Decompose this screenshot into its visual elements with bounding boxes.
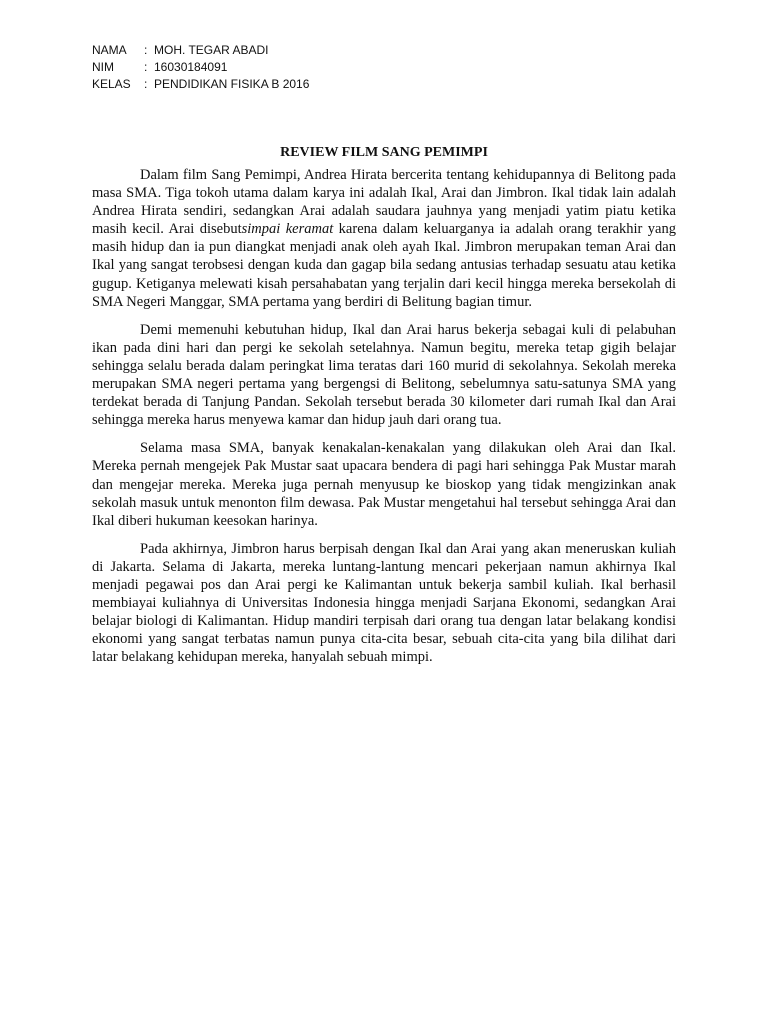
kelas-label: KELAS	[92, 77, 131, 91]
nama-value: MOH. TEGAR ABADI	[154, 43, 269, 57]
paragraph-4: Pada akhirnya, Jimbron harus berpisah dengan Ikal dan Arai yang akan meneruskan kuliah di Jakarta. Selama di Jakarta, mereka luntang-lantung mencari pekerjaan namun akhirnya Ikal menjadi pegawai pos dan Arai pergi ke Kalimantan untuk bekerja sambil kuliah. Ikal berhasil membiayai kuliahnya di Universitas Indonesia hingga menjadi Sarjana Ekonomi, sedangkan Arai belajar biologi di Kalimantan. Hidup mandiri terpisah dari orang tua dengan latar belakang kondisi ekonomi yang sangat terbatas namun punya cita-cita besar, sebuah cita-cita yang bila dilihat dari latar belakang kehidupan mereka, hanyalah sebuah mimpi.	[92, 540, 676, 666]
paragraph-2: Demi memenuhi kebutuhan hidup, Ikal dan Arai harus bekerja sebagai kuli di pelabuhan ikan pada dini hari dan pergi ke sekolah setelahnya. Namun begitu, mereka tetap gigih belajar sehingga selalu berada dalam peringkat lima teratas dari 160 murid di sekolahnya. Sekolah mereka merupakan SMA negeri pertama yang bergengsi di Belitong, sebelumnya satu-satunya SMA yang terdekat berada di Tanjung Pandan. Sekolah tersebut berada 30 kilometer dari rumah Ikal dan Arai sehingga mereka harus menyewa kamar dan hidup jauh dari orang tua.	[92, 321, 676, 429]
nim-separator: :	[144, 60, 148, 74]
nim-value: 16030184091	[154, 60, 228, 74]
student-identity-block	[92, 42, 309, 93]
identity-row-kelas	[92, 76, 309, 93]
identity-row-nama	[92, 42, 309, 59]
kelas-value: PENDIDIKAN FISIKA B 2016	[154, 77, 310, 91]
nama-label: NAMA	[92, 43, 127, 57]
paragraph-3: Selama masa SMA, banyak kenakalan-kenakalan yang dilakukan oleh Arai dan Ikal. Mereka pernah mengejek Pak Mustar saat upacara bendera di pagi hari sehingga Pak Mustar marah dan mengejar mereka. Mereka juga pernah menyusup ke bioskop yang tidak mengizinkan anak sekolah masuk untuk menonton film dewasa. Pak Mustar mengetahui hal tersebut sehingga Arai dan Ikal diberi hukuman keesokan harinya.	[92, 440, 676, 529]
review-body	[92, 166, 676, 676]
identity-row-nim	[92, 59, 309, 76]
nama-separator: :	[144, 43, 148, 57]
paragraph-1-part-b: karena dalam keluarganya ia adalah orang terakhir yang masih hidup dan ia pun diangkat menjadi anak oleh ayah Ikal. Jimbron merupakan teman Arai dan Ikal yang sangat terobsesi dengan kuda dan gagap bila sedang antusias terhadap sesuatu atau ketika gugup. Ketiganya melewati kisah persahabatan yang terjalin dari kecil hingga mereka bersekolah di SMA Negeri Manggar, SMA pertama yang berdiri di Belitung bagian timur.	[92, 221, 676, 310]
paragraph-1-part-a: Dalam film Sang Pemimpi, Andrea Hirata bercerita tentang kehidupannya di Belitong pada masa SMA. Tiga tokoh utama dalam karya ini adalah Ikal, Arai dan Jimbron. Ikal tidak lain adalah Andrea Hirata sendiri, sedangkan Arai adalah saudara jauhnya yang menjadi yatim piatu ketika masih kecil. Arai disebut	[92, 167, 676, 238]
paragraph-1-italic-term: simpai keramat	[241, 221, 334, 238]
document-title: REVIEW FILM SANG PEMIMPI	[280, 145, 488, 160]
nim-label: NIM	[92, 60, 114, 74]
kelas-separator: :	[144, 77, 148, 91]
paragraph-1	[92, 166, 676, 311]
